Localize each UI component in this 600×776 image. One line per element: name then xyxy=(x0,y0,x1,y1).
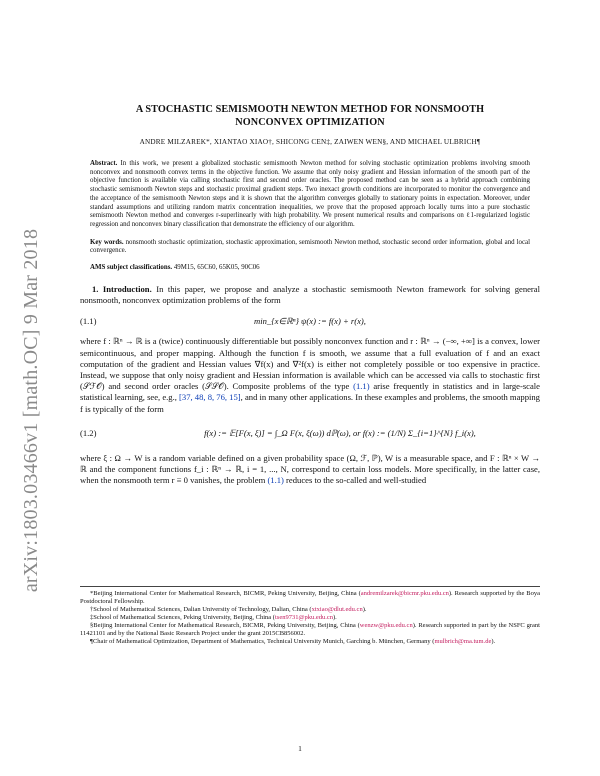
arxiv-stamp-text: arXiv:1803.03466v1 [math.OC] 9 Mar 2018 xyxy=(20,228,43,592)
equation-reference-link[interactable]: (1.1) xyxy=(267,475,284,486)
email-link[interactable]: xtxiao@dlut.edu.cn xyxy=(311,606,363,613)
intro-paragraph-3: where ξ : Ω → W is a random variable defined on a given probability space (Ω, ℱ, ℙ), W is a measurable space, and F : ℝⁿ × W → ℝ and the component functions f_i : ℝⁿ → ℝ, i = 1, ..., N, correspond to certain loss models. More specifically, in the latter case, when the nonsmooth term r ≡ 0 vanishes, the problem (1.1) reduces to the so-called and well-studied xyxy=(80,452,540,486)
paper-page xyxy=(80,103,540,486)
intro-paragraph-1: 1. Introduction. In this paper, we propose and analyze a stochastic semismooth Newton framework for solving general nonsmooth, nonconvex optimization problems of the form xyxy=(80,284,540,306)
equation-reference-link[interactable]: (1.1) xyxy=(353,381,370,392)
author-list: ANDRE MILZAREK*, XIANTAO XIAO†, SHICONG CEN‡, ZAIWEN WEN§, AND MICHAEL ULBRICH¶ xyxy=(139,138,481,146)
footnotes xyxy=(80,586,540,646)
title-line-2: NONCONVEX OPTIMIZATION xyxy=(235,117,385,128)
arxiv-stamp xyxy=(2,190,62,630)
equation-expression: min_{x∈ℝⁿ} ψ(x) := f(x) + r(x), xyxy=(254,315,366,326)
abstract-heading: Abstract. xyxy=(90,160,118,167)
footnote: ‡School of Mathematical Sciences, Peking University, Beijing, China (tsen9731@pku.edu.cn). xyxy=(90,614,337,621)
ams-text: 49M15, 65C60, 65K05, 90C06 xyxy=(173,264,260,272)
equation-1-2 xyxy=(80,417,540,451)
equation-label: (1.1) xyxy=(80,315,97,326)
equation-1-1 xyxy=(80,308,540,334)
ams-classifications xyxy=(90,264,530,271)
email-link[interactable]: andremilzarek@bicmr.pku.edu.cn xyxy=(360,590,449,597)
body-text xyxy=(80,284,540,486)
email-link[interactable]: wenzw@pku.edu.cn xyxy=(359,622,413,629)
equation-expression: f(x) := 𝔼[F(x, ξ)] = ∫_Ω F(x, ξ(ω)) dℙ(ω), or f(x) := (1/N) Σ_{i=1}^{N} f_i(x), xyxy=(204,428,476,439)
email-link[interactable]: tsen9731@pku.edu.cn xyxy=(274,614,333,621)
paper-title xyxy=(80,103,540,129)
footnote: †School of Mathematical Sciences, Dalian University of Technology, Dalian, China (xtxiao@dlut.edu.cn). xyxy=(90,606,367,613)
title-line-1: A STOCHASTIC SEMISMOOTH NEWTON METHOD FOR NONSMOOTH xyxy=(135,104,485,115)
page-number: 1 xyxy=(298,744,302,753)
footnote: §Beijing International Center for Mathematical Research, BICMR, Peking University, Beijing, China (wenzw@pku.edu.cn). Research supported in part by the NSFC grant 11421101 and by the National Basic Research Project under the grant 2015CB856002. xyxy=(80,622,540,637)
ams-heading: AMS subject classifications. xyxy=(90,264,173,272)
email-link[interactable]: mulbrich@ma.tum.de xyxy=(434,638,492,645)
citation-links[interactable]: [37, 48, 8, 76, 15] xyxy=(179,392,241,403)
intro-paragraph-2: where f : ℝⁿ → ℝ is a (twice) continuously differentiable but possibly nonconvex function and r : ℝⁿ → (−∞, +∞] is a convex, lower semicontinuous, and proper mapping. Although the function f is smooth, we assume that a full evaluation of f and an exact computation of the gradient and Hessian values ∇f(x) and ∇²f(x) is either not completely possible or too expensive in practice. Instead, we suppose that only noisy gradient and Hessian information is available which can be accessed via calls to stochastic first (𝒮ℱ𝒪) and second order oracles (𝒮𝒮𝒪). Composite problems of the type (1.1) arise frequently in statistics and in large-scale statistical learning, see, e.g., [37, 48, 8, 76, 15], and in many other applications. In these examples and problems, the smooth mapping f is typically of the form xyxy=(80,336,540,414)
abstract-text: In this work, we present a globalized stochastic semismooth Newton method for solving stochastic optimization problems involving smooth nonconvex and nonsmooth convex terms in the objective function. We assume that only noisy gradient and Hessian information of the smooth part of the objective function is available via calling stochastic first and second order oracles. The proposed method can be seen as a hybrid approach combining stochastic semismooth Newton steps and stochastic proximal gradient steps. Two inexact growth conditions are incorporated to monitor the convergence and the acceptance of the semismooth Newton steps and it is shown that the algorithm converges globally to stationary points in expectation. Moreover, under standard assumptions and utilizing random matrix concentration inequalities, we prove that the proposed approach locally turns into a pure stochastic semismooth Newton method and converges r-superlinearly with high probability. We present numerical results and comparisons on ℓ1-regularized logistic regression and nonconvex binary classification that demonstrate the efficiency of our algorithm. xyxy=(90,160,530,228)
section-heading: 1. Introduction. xyxy=(92,284,152,295)
footnote: ¶Chair of Mathematical Optimization, Department of Mathematics, Technical University Munich, Garching b. München, Germany (mulbrich@ma.tum.de). xyxy=(90,638,496,645)
footnote: *Beijing International Center for Mathematical Research, BICMR, Peking University, Beijing, China (andremilzarek@bicmr.pku.edu.cn). Research supported by the Boya Postdoctoral Fellowship. xyxy=(80,590,540,605)
abstract xyxy=(90,160,530,230)
equation-label: (1.2) xyxy=(80,428,97,439)
keywords-heading: Key words. xyxy=(90,238,124,246)
keywords-text: nonsmooth stochastic optimization, stochastic approximation, semismooth Newton method, stochastic second order information, global and local convergence. xyxy=(90,238,530,255)
keywords xyxy=(90,239,530,256)
